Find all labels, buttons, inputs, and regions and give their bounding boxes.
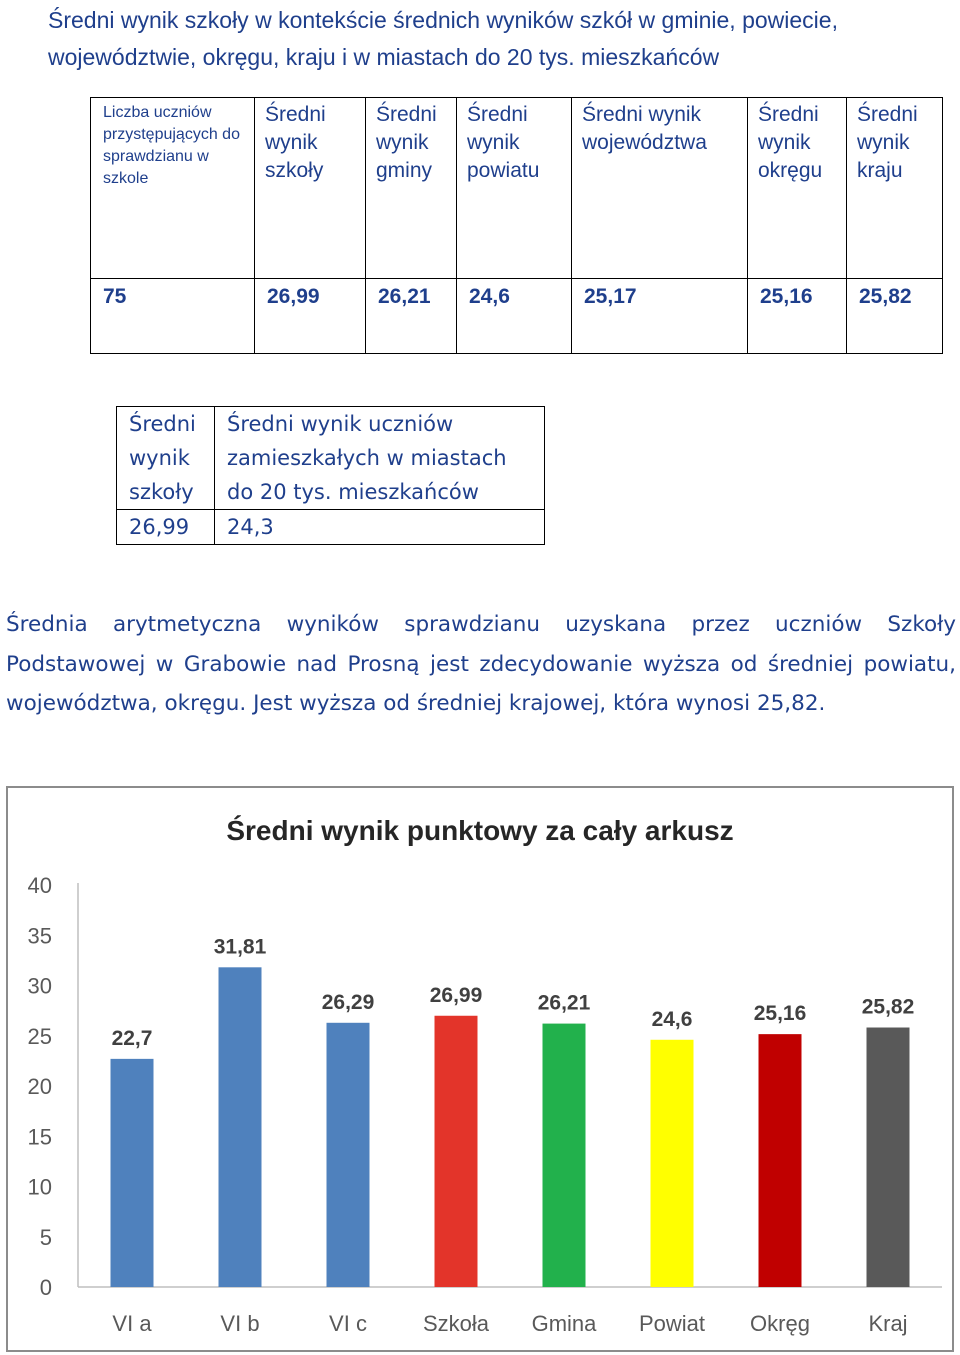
y-tick-label: 30 [27, 973, 52, 999]
header-school-avg-2: Średni wynik szkoły [117, 407, 215, 510]
bar-value-label: 26,29 [321, 990, 375, 1014]
y-tick-label: 15 [27, 1124, 52, 1150]
value-voivodeship-avg: 25,17 [572, 279, 748, 354]
y-tick-label: 35 [27, 923, 52, 949]
y-tick-label: 40 [27, 873, 52, 898]
value-district-avg: 24,6 [457, 279, 572, 354]
x-category-label: VI c [329, 1311, 367, 1336]
header-district-avg: Średni wynik powiatu [457, 98, 572, 279]
header-student-count: Liczba uczniów przystępujących do sprawdzianu w szkole [91, 98, 255, 279]
bar-3 [435, 1016, 478, 1287]
x-category-label: VI a [112, 1311, 152, 1336]
x-category-label: Gmina [531, 1311, 597, 1336]
bar-7 [867, 1028, 910, 1287]
bar-value-label: 25,16 [753, 1002, 807, 1026]
value-towns-avg: 24,3 [215, 510, 545, 545]
y-tick-label: 20 [27, 1074, 52, 1099]
bar-5 [651, 1040, 694, 1287]
bar-value-label: 24,6 [651, 1007, 693, 1031]
x-category-label: Kraj [868, 1311, 908, 1336]
chart-canvas [6, 786, 954, 1352]
value-school-avg-2: 26,99 [117, 510, 215, 545]
x-category-label: VI b [220, 1311, 260, 1336]
value-school-avg: 26,99 [255, 279, 366, 354]
y-tick-label: 10 [27, 1174, 52, 1200]
chart-title: Średni wynik punktowy za cały arkusz [226, 815, 734, 846]
x-category-label: Powiat [638, 1311, 706, 1336]
bar-4 [543, 1024, 586, 1287]
average-score-chart [6, 786, 954, 1352]
bar-value-label: 25,82 [861, 995, 915, 1019]
y-tick-label: 25 [27, 1023, 52, 1049]
header-region-avg: Średni wynik okręgu [748, 98, 847, 279]
value-commune-avg: 26,21 [366, 279, 457, 354]
bar-0 [111, 1059, 154, 1287]
y-tick-label: 5 [39, 1224, 52, 1250]
results-table-header-row [91, 98, 943, 279]
results-table [90, 97, 943, 354]
bar-value-label: 26,21 [537, 991, 591, 1015]
header-towns-avg: Średni wynik uczniów zamieszkałych w miastach do 20 tys. mieszkańców [215, 407, 545, 510]
bar-2 [327, 1023, 370, 1287]
bar-value-label: 31,81 [213, 935, 267, 959]
bar-value-label: 22,7 [111, 1026, 153, 1050]
page-heading: Średni wynik szkoły w kontekście średnich wyników szkół w gminie, powiecie, województwie, okręgu, kraju i w miastach do 20 tys. mieszkańców [48, 7, 838, 70]
towns-table-values-row [117, 510, 545, 545]
header-country-avg: Średni wynik kraju [847, 98, 943, 279]
bar-6 [759, 1034, 802, 1287]
value-region-avg: 25,16 [748, 279, 847, 354]
towns-table-header-row [117, 407, 545, 510]
bar-value-label: 26,99 [429, 983, 483, 1007]
summary-paragraph: Średnia arytmetyczna wyników sprawdzianu uzyskana przez uczniów Szkoły Podstawowej w Grabowie nad Prosną jest zdecydowanie wyższa od średniej powiatu, województwa, okręgu. Jest wyższa od średniej krajowej, która wynosi 25,82. [6, 612, 956, 716]
header-commune-avg: Średni wynik gminy [366, 98, 457, 279]
value-country-avg: 25,82 [847, 279, 943, 354]
header-voivodeship-avg: Średni wynik województwa [572, 98, 748, 279]
bar-1 [219, 967, 262, 1287]
x-category-label: Okręg [750, 1311, 810, 1336]
value-student-count: 75 [91, 279, 255, 354]
towns-comparison-table [116, 406, 545, 545]
results-table-values-row [91, 279, 943, 354]
y-tick-label: 0 [39, 1275, 52, 1300]
header-school-avg: Średni wynik szkoły [255, 98, 366, 279]
x-category-label: Szkoła [422, 1311, 490, 1336]
